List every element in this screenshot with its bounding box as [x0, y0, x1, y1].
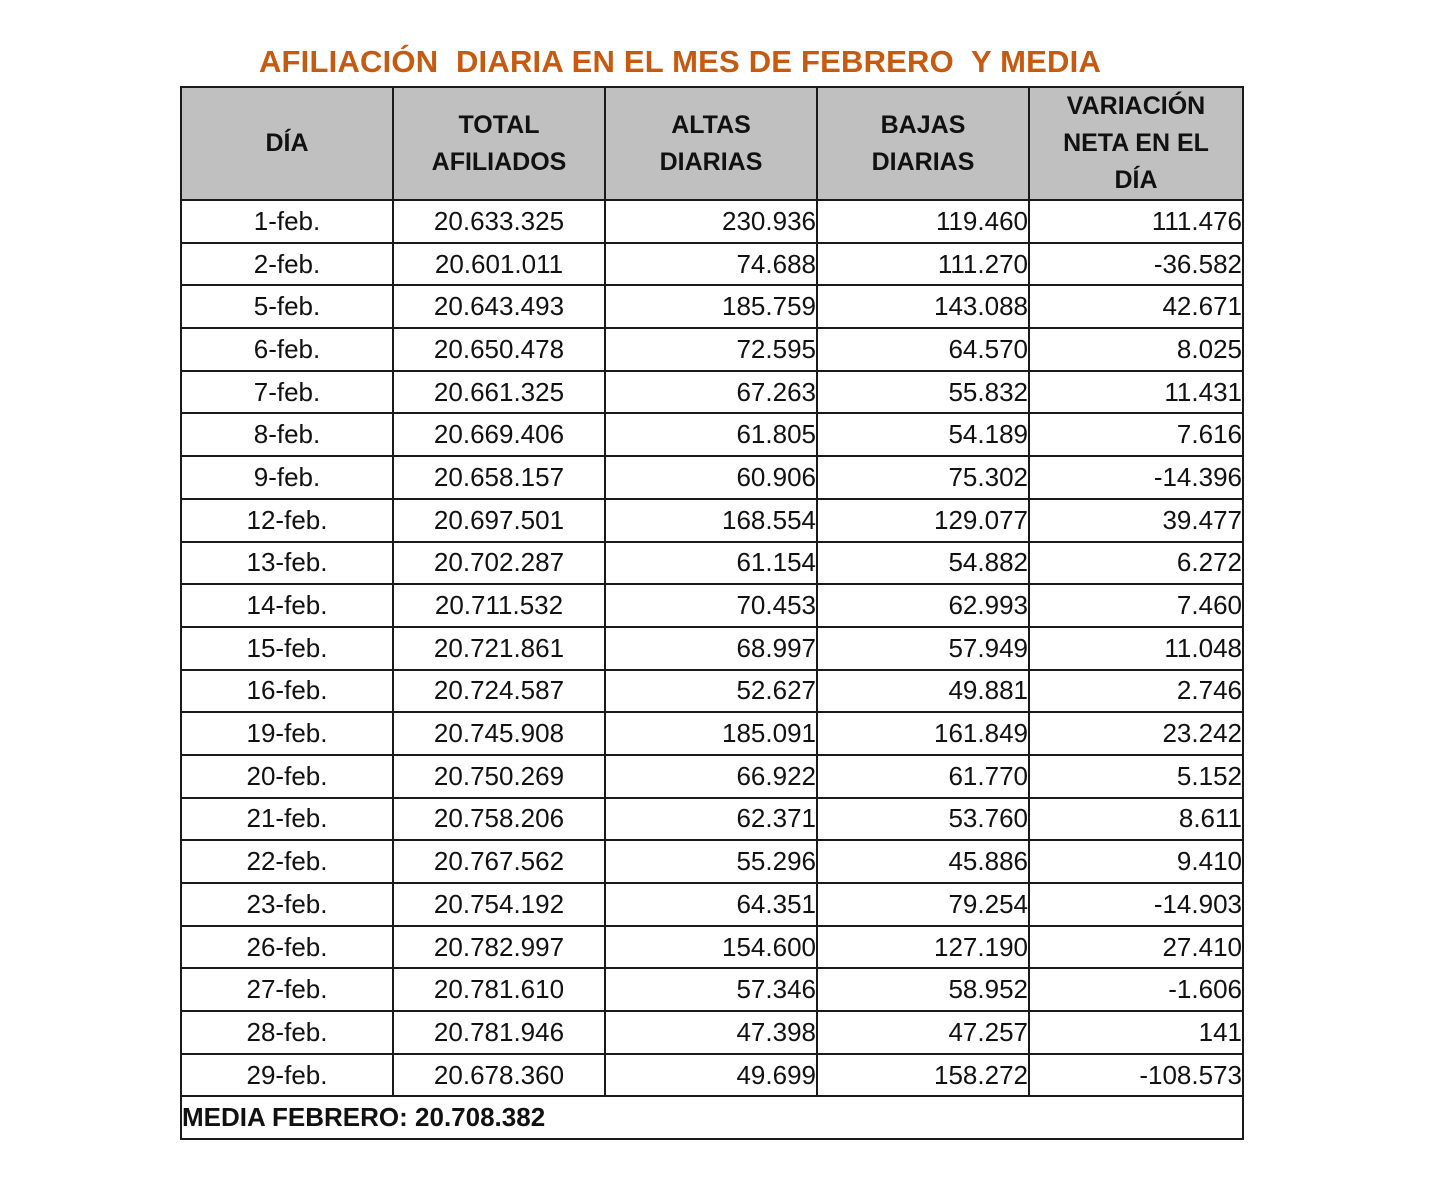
cell-total-afiliados: 20.781.610	[393, 968, 605, 1011]
cell-altas-diarias: 67.263	[605, 371, 817, 414]
cell-dia: 12-feb.	[181, 499, 393, 542]
cell-altas-diarias: 66.922	[605, 755, 817, 798]
cell-dia: 28-feb.	[181, 1011, 393, 1054]
cell-altas-diarias: 60.906	[605, 456, 817, 499]
header-line: DÍA	[1114, 166, 1158, 194]
header-line: AFILIADOS	[431, 147, 567, 176]
cell-bajas-diarias: 49.881	[817, 670, 1029, 713]
cell-variacion-neta: 11.048	[1029, 627, 1243, 670]
cell-bajas-diarias: 61.770	[817, 755, 1029, 798]
header-row	[181, 87, 1243, 200]
cell-variacion-neta: -14.396	[1029, 456, 1243, 499]
table-row	[181, 285, 1243, 328]
cell-altas-diarias: 68.997	[605, 627, 817, 670]
cell-bajas-diarias: 45.886	[817, 840, 1029, 883]
cell-dia: 19-feb.	[181, 712, 393, 755]
table-row	[181, 755, 1243, 798]
header-total-afiliados	[393, 87, 605, 200]
table-row	[181, 200, 1243, 243]
table-row	[181, 371, 1243, 414]
cell-dia: 26-feb.	[181, 926, 393, 969]
cell-bajas-diarias: 53.760	[817, 798, 1029, 841]
cell-dia: 2-feb.	[181, 243, 393, 286]
cell-bajas-diarias: 129.077	[817, 499, 1029, 542]
cell-altas-diarias: 185.091	[605, 712, 817, 755]
cell-bajas-diarias: 54.882	[817, 542, 1029, 585]
cell-total-afiliados: 20.781.946	[393, 1011, 605, 1054]
cell-total-afiliados: 20.633.325	[393, 200, 605, 243]
cell-variacion-neta: -14.903	[1029, 883, 1243, 926]
table-row	[181, 968, 1243, 1011]
header-line: VARIACIÓN	[1066, 92, 1206, 120]
cell-altas-diarias: 74.688	[605, 243, 817, 286]
table-row	[181, 840, 1243, 883]
cell-dia: 15-feb.	[181, 627, 393, 670]
cell-variacion-neta: -1.606	[1029, 968, 1243, 1011]
cell-bajas-diarias: 75.302	[817, 456, 1029, 499]
header-line: NETA EN EL	[1063, 129, 1209, 157]
table-row	[181, 243, 1243, 286]
cell-dia: 6-feb.	[181, 328, 393, 371]
cell-dia: 16-feb.	[181, 670, 393, 713]
cell-variacion-neta: 7.460	[1029, 584, 1243, 627]
cell-total-afiliados: 20.601.011	[393, 243, 605, 286]
cell-total-afiliados: 20.767.562	[393, 840, 605, 883]
cell-variacion-neta: 2.746	[1029, 670, 1243, 713]
cell-altas-diarias: 64.351	[605, 883, 817, 926]
cell-altas-diarias: 185.759	[605, 285, 817, 328]
table-row	[181, 883, 1243, 926]
table-row	[181, 542, 1243, 585]
header-bajas-diarias	[817, 87, 1029, 200]
cell-altas-diarias: 154.600	[605, 926, 817, 969]
cell-dia: 8-feb.	[181, 413, 393, 456]
monthly-average: MEDIA FEBRERO: 20.708.382	[181, 1096, 1243, 1139]
cell-variacion-neta: 141	[1029, 1011, 1243, 1054]
cell-altas-diarias: 61.805	[605, 413, 817, 456]
cell-total-afiliados: 20.669.406	[393, 413, 605, 456]
cell-bajas-diarias: 79.254	[817, 883, 1029, 926]
page-title: AFILIACIÓN DIARIA EN EL MES DE FEBRERO Y MEDIA	[258, 44, 1102, 79]
header-altas-diarias	[605, 87, 817, 200]
cell-bajas-diarias: 57.949	[817, 627, 1029, 670]
cell-variacion-neta: 111.476	[1029, 200, 1243, 243]
cell-dia: 29-feb.	[181, 1054, 393, 1097]
cell-altas-diarias: 57.346	[605, 968, 817, 1011]
table-row	[181, 798, 1243, 841]
cell-altas-diarias: 47.398	[605, 1011, 817, 1054]
cell-dia: 27-feb.	[181, 968, 393, 1011]
cell-total-afiliados: 20.721.861	[393, 627, 605, 670]
cell-variacion-neta: 39.477	[1029, 499, 1243, 542]
cell-total-afiliados: 20.758.206	[393, 798, 605, 841]
cell-variacion-neta: 23.242	[1029, 712, 1243, 755]
cell-altas-diarias: 230.936	[605, 200, 817, 243]
table-row	[181, 584, 1243, 627]
cell-altas-diarias: 168.554	[605, 499, 817, 542]
cell-dia: 20-feb.	[181, 755, 393, 798]
table-row	[181, 712, 1243, 755]
footer-row	[181, 1096, 1243, 1139]
cell-bajas-diarias: 55.832	[817, 371, 1029, 414]
cell-bajas-diarias: 111.270	[817, 243, 1029, 286]
table-row	[181, 627, 1243, 670]
cell-altas-diarias: 62.371	[605, 798, 817, 841]
cell-altas-diarias: 55.296	[605, 840, 817, 883]
cell-bajas-diarias: 127.190	[817, 926, 1029, 969]
cell-variacion-neta: -108.573	[1029, 1054, 1243, 1097]
cell-bajas-diarias: 58.952	[817, 968, 1029, 1011]
cell-variacion-neta: 7.616	[1029, 413, 1243, 456]
header-dia	[181, 87, 393, 200]
cell-dia: 9-feb.	[181, 456, 393, 499]
cell-dia: 7-feb.	[181, 371, 393, 414]
cell-total-afiliados: 20.661.325	[393, 371, 605, 414]
cell-dia: 22-feb.	[181, 840, 393, 883]
cell-bajas-diarias: 143.088	[817, 285, 1029, 328]
cell-total-afiliados: 20.745.908	[393, 712, 605, 755]
cell-variacion-neta: 27.410	[1029, 926, 1243, 969]
cell-bajas-diarias: 47.257	[817, 1011, 1029, 1054]
table-row	[181, 1011, 1243, 1054]
header-line: BAJAS	[880, 110, 966, 139]
cell-variacion-neta: 8.025	[1029, 328, 1243, 371]
cell-variacion-neta: 6.272	[1029, 542, 1243, 585]
cell-altas-diarias: 61.154	[605, 542, 817, 585]
cell-variacion-neta: 42.671	[1029, 285, 1243, 328]
cell-bajas-diarias: 64.570	[817, 328, 1029, 371]
cell-total-afiliados: 20.750.269	[393, 755, 605, 798]
cell-bajas-diarias: 119.460	[817, 200, 1029, 243]
cell-total-afiliados: 20.643.493	[393, 285, 605, 328]
affiliation-table	[180, 86, 1244, 1140]
cell-total-afiliados: 20.697.501	[393, 499, 605, 542]
table-row	[181, 670, 1243, 713]
cell-altas-diarias: 72.595	[605, 328, 817, 371]
table-row	[181, 413, 1243, 456]
table-row	[181, 926, 1243, 969]
header-line: TOTAL	[458, 110, 540, 139]
header-line: DIARIAS	[871, 147, 975, 176]
cell-total-afiliados: 20.658.157	[393, 456, 605, 499]
cell-dia: 5-feb.	[181, 285, 393, 328]
table-row	[181, 1054, 1243, 1097]
cell-total-afiliados: 20.650.478	[393, 328, 605, 371]
cell-bajas-diarias: 161.849	[817, 712, 1029, 755]
cell-total-afiliados: 20.711.532	[393, 584, 605, 627]
header-line: DIARIAS	[659, 147, 763, 176]
cell-total-afiliados: 20.678.360	[393, 1054, 605, 1097]
cell-bajas-diarias: 62.993	[817, 584, 1029, 627]
cell-bajas-diarias: 158.272	[817, 1054, 1029, 1097]
cell-total-afiliados: 20.754.192	[393, 883, 605, 926]
cell-variacion-neta: 8.611	[1029, 798, 1243, 841]
header-variacion-neta	[1029, 87, 1243, 200]
cell-variacion-neta: -36.582	[1029, 243, 1243, 286]
cell-dia: 14-feb.	[181, 584, 393, 627]
table-row	[181, 456, 1243, 499]
cell-altas-diarias: 52.627	[605, 670, 817, 713]
table-row	[181, 499, 1243, 542]
cell-altas-diarias: 70.453	[605, 584, 817, 627]
header-line: DÍA	[265, 129, 309, 157]
table-row	[181, 328, 1243, 371]
cell-total-afiliados: 20.724.587	[393, 670, 605, 713]
cell-variacion-neta: 11.431	[1029, 371, 1243, 414]
cell-bajas-diarias: 54.189	[817, 413, 1029, 456]
cell-variacion-neta: 5.152	[1029, 755, 1243, 798]
cell-dia: 13-feb.	[181, 542, 393, 585]
cell-dia: 23-feb.	[181, 883, 393, 926]
cell-total-afiliados: 20.782.997	[393, 926, 605, 969]
cell-altas-diarias: 49.699	[605, 1054, 817, 1097]
cell-total-afiliados: 20.702.287	[393, 542, 605, 585]
cell-variacion-neta: 9.410	[1029, 840, 1243, 883]
header-line: ALTAS	[671, 110, 751, 139]
cell-dia: 21-feb.	[181, 798, 393, 841]
cell-dia: 1-feb.	[181, 200, 393, 243]
